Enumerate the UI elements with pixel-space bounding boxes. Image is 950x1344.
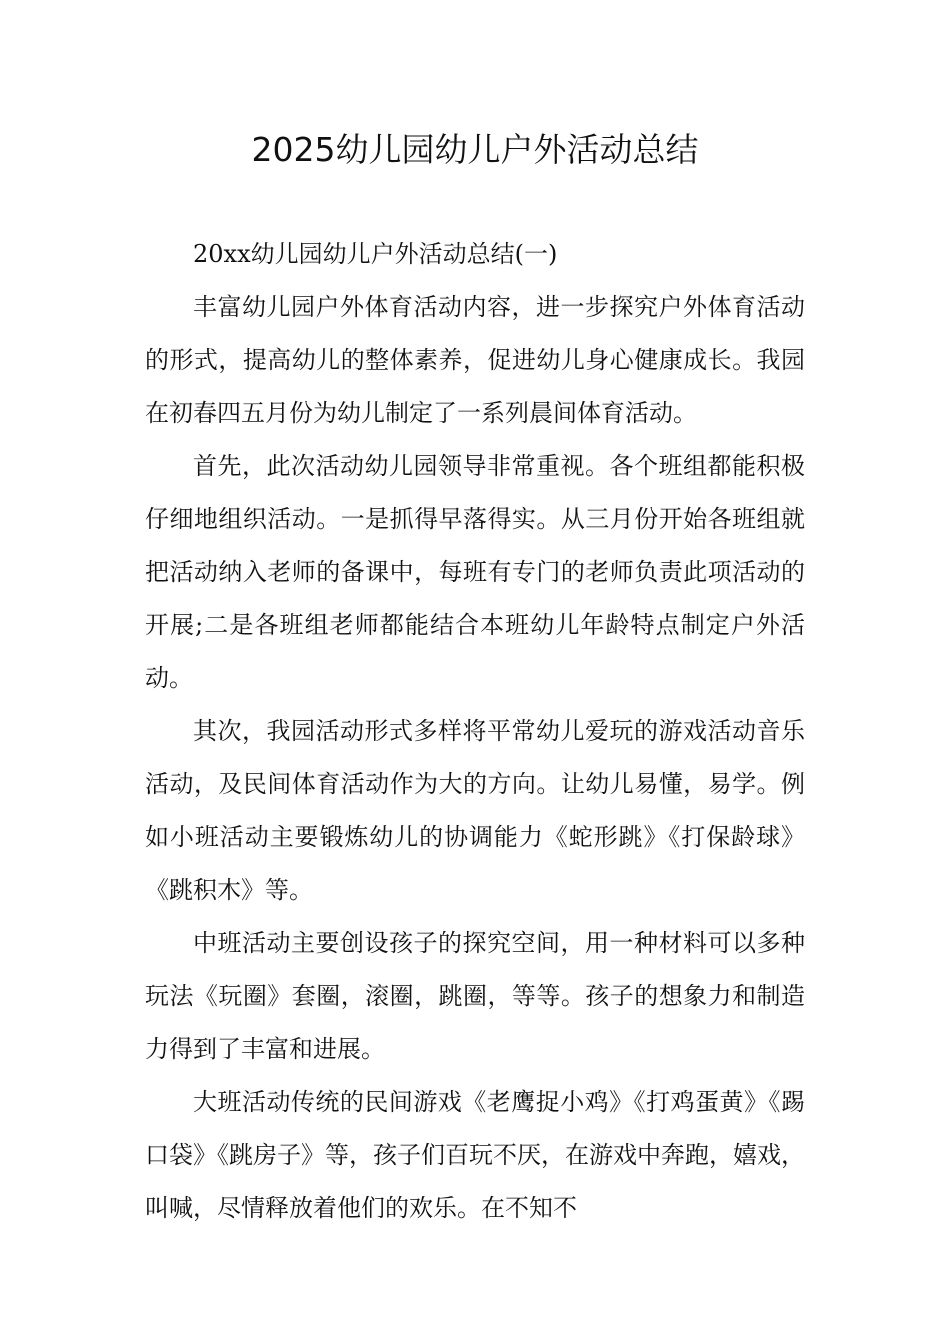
section-heading: 20xx幼儿园幼儿户外活动总结(一) (193, 240, 558, 268)
paragraph: 中班活动主要创设孩子的探究空间，用一种材料可以多种玩法《玩圈》套圈，滚圈，跳圈，等等。孩子的想象力和制造力得到了丰富和进展。 (145, 929, 805, 1063)
paragraph: 首先，此次活动幼儿园领导非常重视。各个班组都能积极仔细地组织活动。一是抓得早落得实。从三月份开始各班组就把活动纳入老师的备课中，每班有专门的老师负责此项活动的开展;二是各班组老师都能结合本班幼儿年龄特点制定户外活动。 (145, 452, 805, 692)
paragraph: 丰富幼儿园户外体育活动内容，进一步探究户外体育活动的形式，提高幼儿的整体素养，促进幼儿身心健康成长。我园在初春四五月份为幼儿制定了一系列晨间体育活动。 (145, 293, 805, 427)
document-title: 2025幼儿园幼儿户外活动总结 (251, 130, 699, 169)
paragraph: 大班活动传统的民间游戏《老鹰捉小鸡》《打鸡蛋黄》《踢口袋》《跳房子》等，孩子们百玩不厌，在游戏中奔跑，嬉戏，叫喊，尽情释放着他们的欢乐。在不知不 (145, 1088, 805, 1222)
paragraph: 其次，我园活动形式多样将平常幼儿爱玩的游戏活动音乐活动，及民间体育活动作为大的方向。让幼儿易懂，易学。例如小班活动主要锻炼幼儿的协调能力《蛇形跳》《打保龄球》《跳积木》等。 (145, 717, 805, 904)
document-body (145, 228, 805, 1235)
